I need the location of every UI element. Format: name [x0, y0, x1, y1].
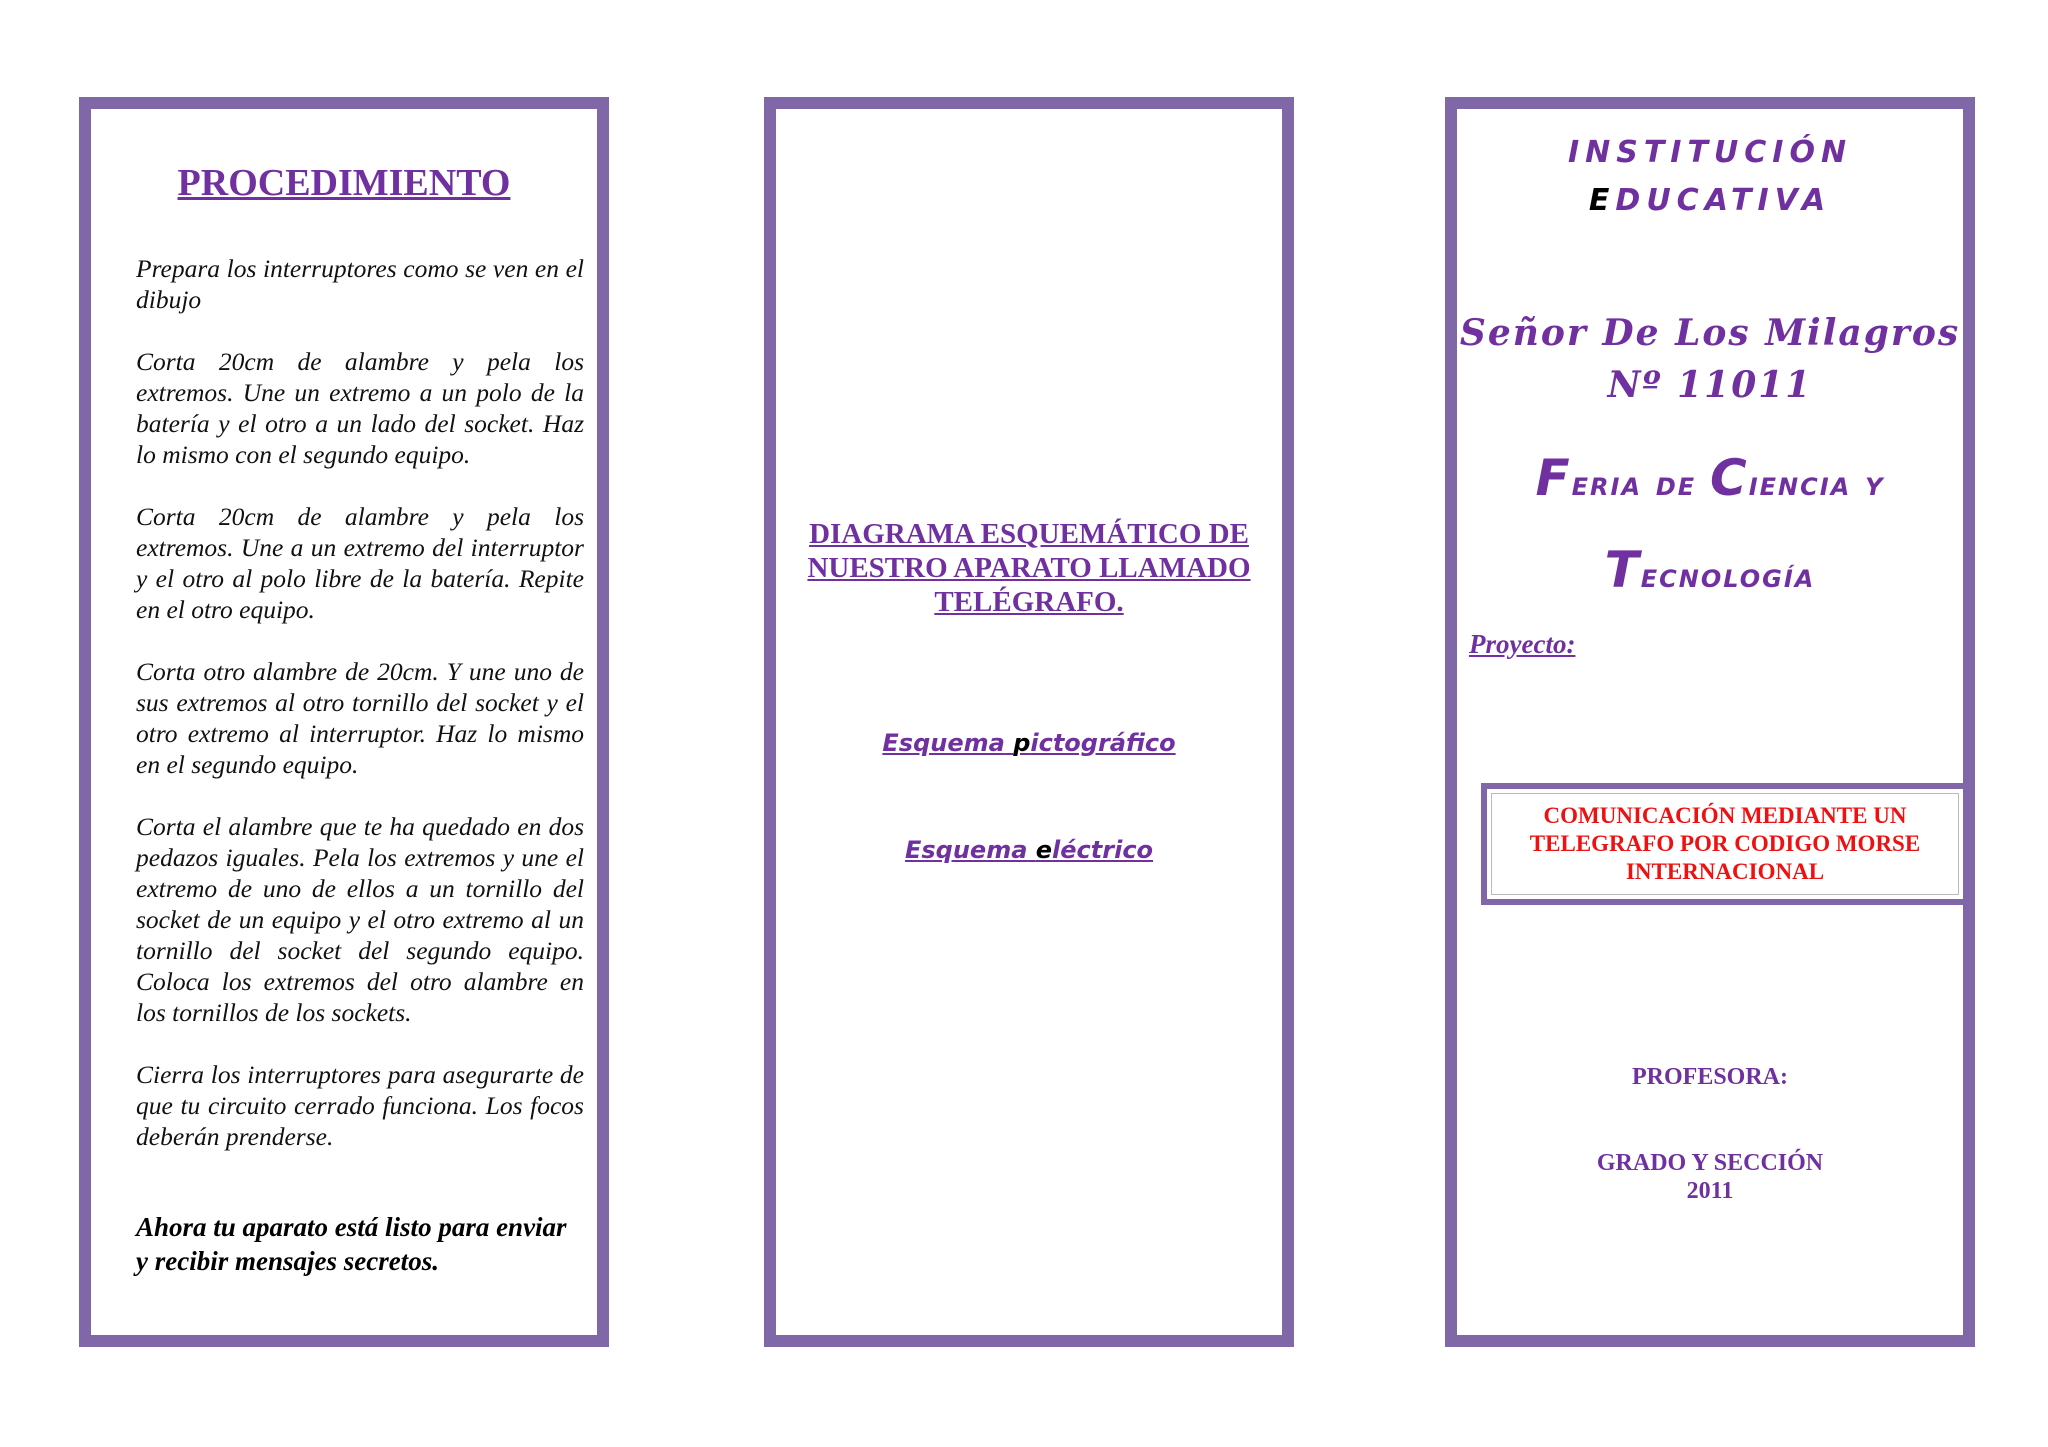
fair-word-eria: eria de — [1571, 464, 1711, 504]
school-name — [1457, 307, 1963, 411]
diagram-panel — [764, 97, 1294, 1347]
school-name-line-1: Señor De Los Milagros — [1459, 312, 1961, 354]
fair-initial-t: T — [1604, 541, 1641, 599]
project-title-box-inner — [1491, 793, 1959, 895]
procedure-step-2: Corta 20cm de alambre y pela los extremos. Une un extremo a un polo de la batería y el otro a un lado del socket. Haz lo mismo con el segundo equipo. — [136, 347, 584, 469]
pictographic-scheme-link[interactable] — [776, 729, 1282, 757]
diagram-title: DIAGRAMA ESQUEMÁTICO DE NUESTRO APARATO LLAMADO TELÉGRAFO. — [807, 518, 1251, 618]
pictographic-word1: Esquema — [882, 729, 1005, 757]
grade-section-label: GRADO Y SECCIÓN — [1596, 1150, 1824, 1176]
procedure-step-6: Cierra los interruptores para asegurarte de que tu circuito cerrado funciona. Los focos deberán prenderse. — [136, 1060, 584, 1151]
electric-rest: léctrico — [1052, 836, 1154, 864]
procedure-step-3: Corta 20cm de alambre y pela los extremos. Une a un extremo del interruptor y el otro al polo libre de la batería. Repite en el otro equipo. — [136, 502, 584, 624]
procedure-step-4: Corta otro alambre de 20cm. Y une uno de sus extremos al otro tornillo del socket y el otro extremo al interruptor. Haz lo mismo en el segundo equipo. — [136, 657, 584, 779]
school-number: Nº 11011 — [1607, 364, 1813, 406]
procedure-panel — [79, 97, 609, 1347]
institution-line-2-rest: DUCATIVA — [1615, 183, 1832, 218]
pictographic-initial: p — [1013, 729, 1031, 757]
teacher-label: PROFESORA: — [1632, 1064, 1788, 1090]
fair-title-line-1 — [1457, 435, 1963, 527]
fair-word-iencia: iencia y — [1748, 464, 1885, 504]
institution-line-1: INSTITUCIÓN — [1567, 135, 1853, 170]
electric-scheme-link[interactable] — [776, 836, 1282, 864]
procedure-step-1: Prepara los interruptores como se ven en el dibujo — [136, 254, 584, 314]
fair-title-line-2 — [1457, 527, 1963, 619]
procedure-steps — [136, 253, 584, 1183]
institution-heading — [1457, 129, 1963, 225]
year: 2011 — [1686, 1178, 1734, 1204]
procedure-title: PROCEDIMIENTO — [177, 162, 511, 204]
institution-line-2-initial: E — [1588, 183, 1616, 218]
grade-section — [1457, 1149, 1963, 1205]
institution-line-2 — [1457, 177, 1963, 225]
electric-initial: e — [1035, 836, 1053, 864]
fair-title — [1457, 435, 1963, 619]
procedure-step-5: Corta el alambre que te ha quedado en dos pedazos iguales. Pela los extremos y une el extremo de uno de ellos a un tornillo del socket de un equipo y el otro extremo al un tornillo del socket del segundo equipo. Coloca los extremos del otro alambre en los tornillos de los sockets. — [136, 812, 584, 1027]
electric-word1: Esquema — [904, 836, 1028, 864]
project-title-box — [1481, 783, 1969, 905]
pictographic-rest: ictográfico — [1030, 729, 1176, 757]
fair-initial-c: C — [1710, 449, 1749, 507]
project-title: COMUNICACIÓN MEDIANTE UN TELEGRAFO POR CODIGO MORSE INTERNACIONAL — [1529, 803, 1921, 884]
project-label: Proyecto: — [1469, 629, 1576, 659]
fair-word-ecnologia: ecnología — [1640, 556, 1816, 596]
fair-initial-f: F — [1535, 449, 1572, 507]
procedure-closing: Ahora tu aparato está listo para enviar y recibir mensajes secretos. — [136, 1212, 567, 1276]
cover-panel — [1445, 97, 1975, 1347]
